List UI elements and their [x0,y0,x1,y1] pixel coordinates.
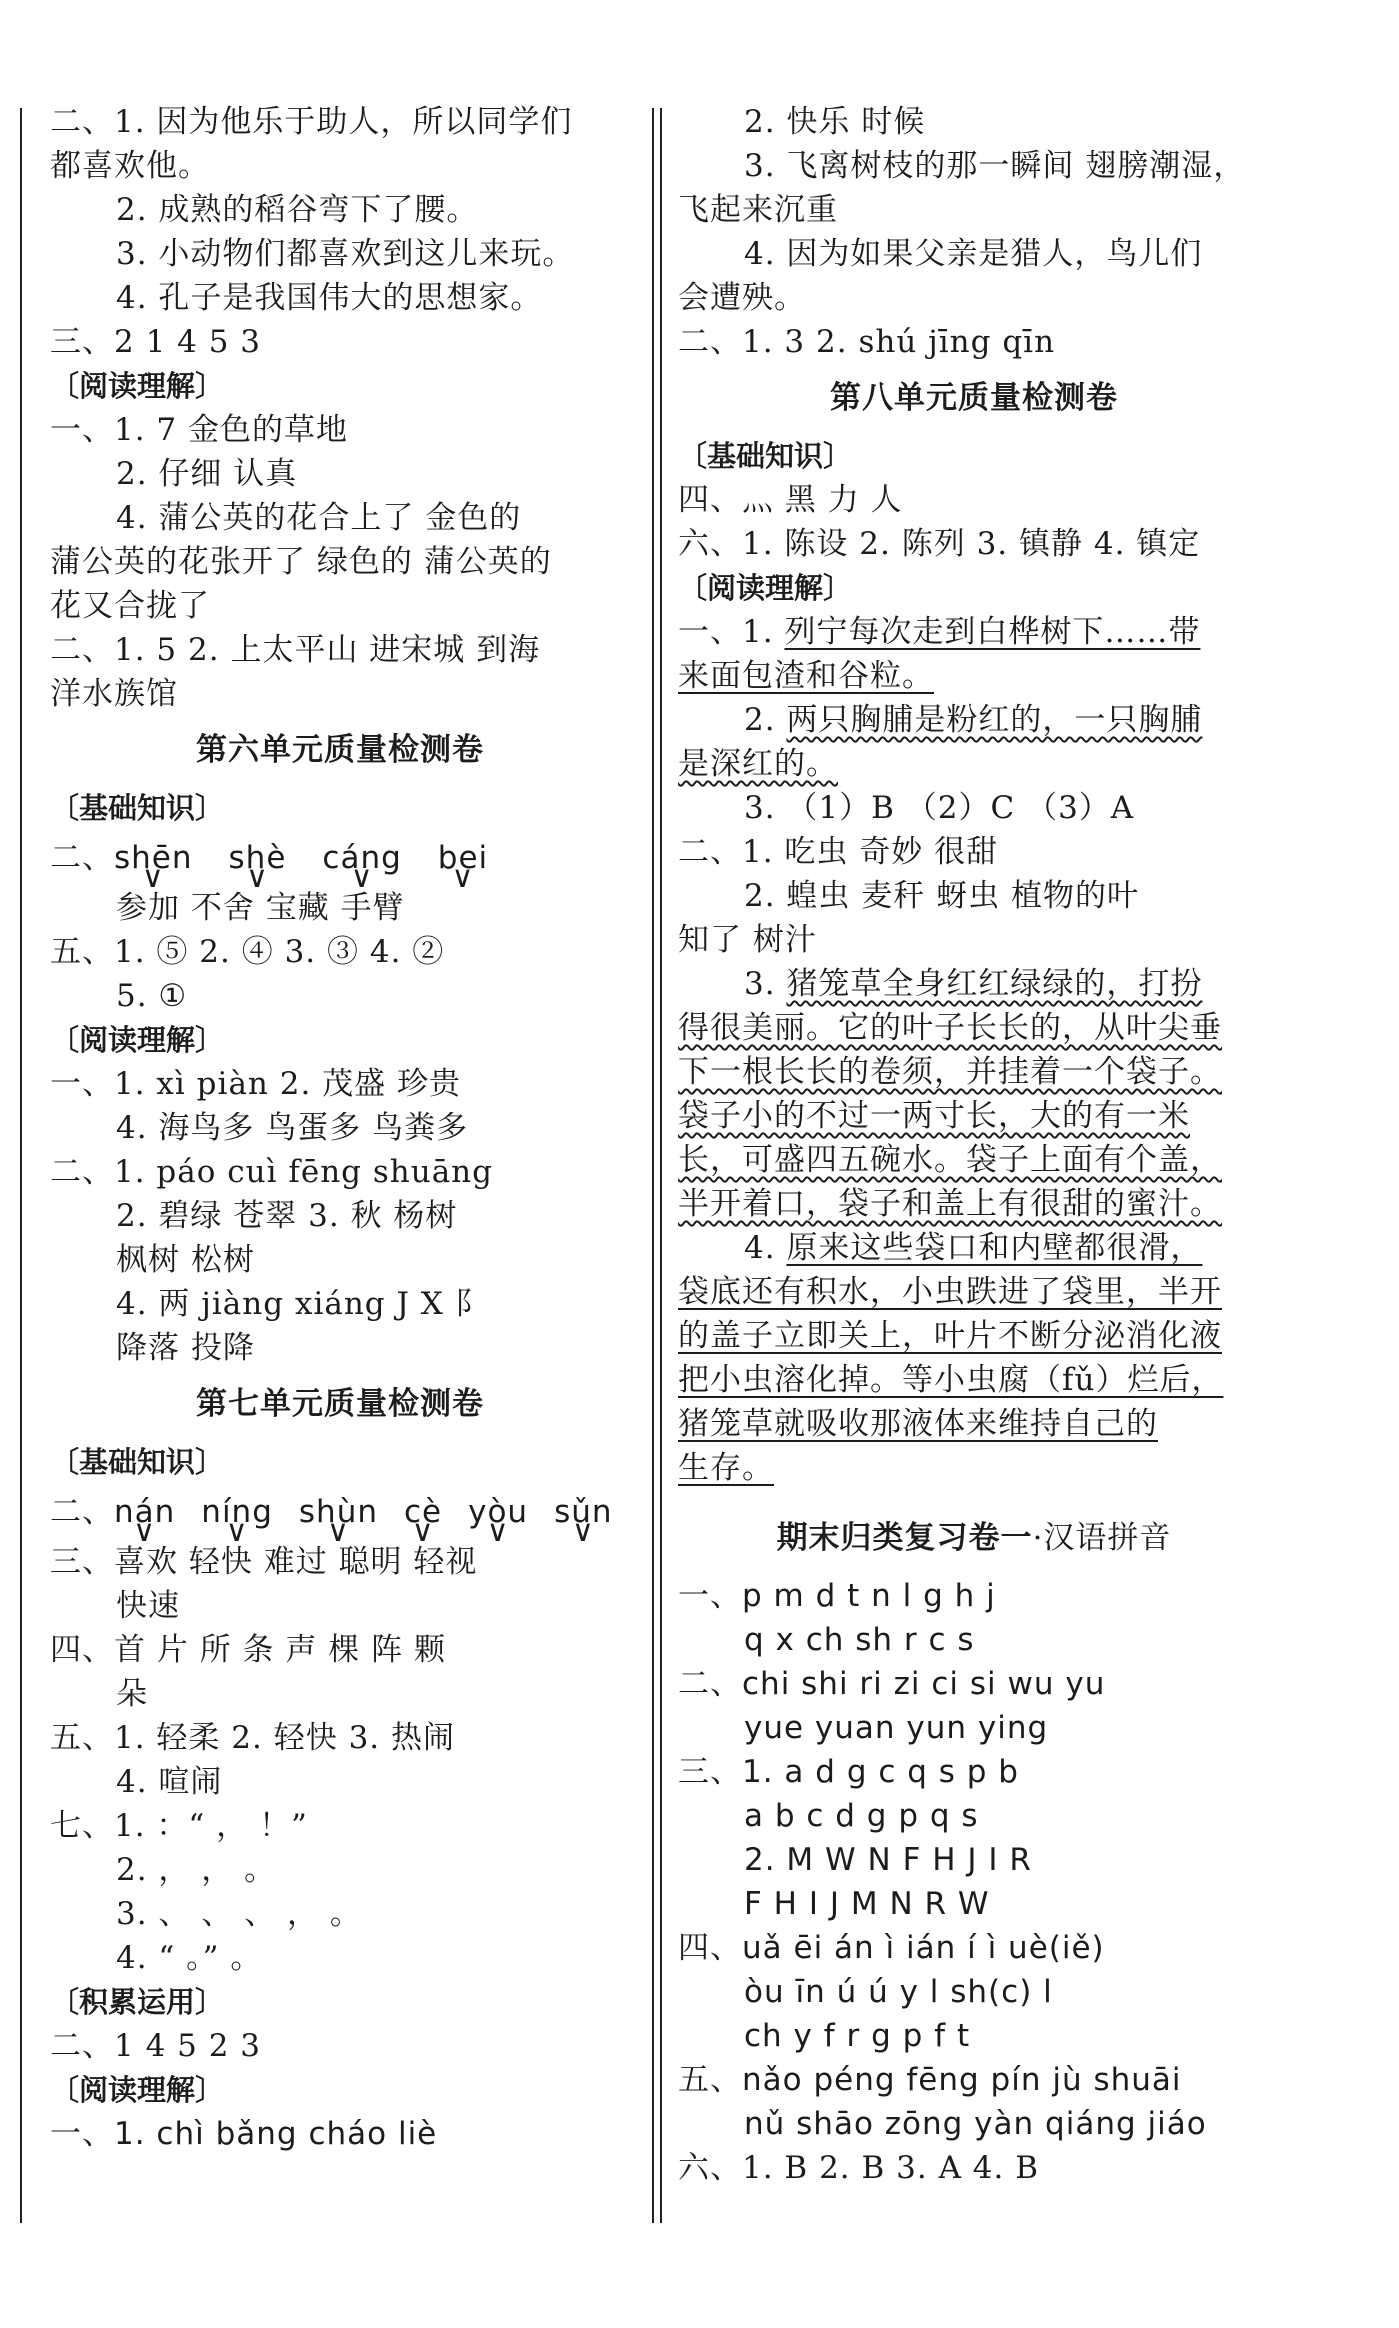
answer-line [678,1094,1270,1138]
answer-line: 三、喜欢 轻快 难过 聪明 轻视 [50,1544,478,1580]
answer-line: 花又合拢了 [50,588,210,624]
answer-line: 三、2 1 4 5 3 [50,324,262,360]
answer-line: 二、chi shi ri zi ci si wu yu [678,1666,1106,1702]
pinyin-check: shùn ∨ [299,1484,378,1540]
answer-line: 枫树 松树 [116,1242,255,1278]
pinyin-check: cáng ∨ [322,830,401,886]
section-heading: 〔基础知识〕 [50,1445,225,1479]
pinyin-check: níng ∨ [201,1484,273,1540]
wavy-underlined-answer: 长，可盛四五碗水。袋子上面有个盖， [678,1142,1222,1178]
answer-line [678,1314,1270,1358]
answer-line: 一、1. 7 金色的草地 [50,412,349,448]
answer-line-tone-marks [50,1484,630,1540]
wavy-underlined-answer: 猪笼草全身红红绿绿的，打扮 [786,966,1203,1002]
section-heading: 〔阅读理解〕 [678,571,853,605]
answer-line: 参加 不舍 宝藏 手臂 [116,890,405,926]
answer-line: F H I J M N R W [744,1886,990,1922]
unit8-title: 第八单元质量检测卷 [830,380,1118,416]
answer-line [678,1138,1270,1182]
underlined-answer: 列宁每次走到白桦树下……带 [784,614,1201,650]
answer-line: 洋水族馆 [50,676,178,712]
answer-line: 朵 [116,1676,148,1712]
underlined-answer: 把小虫溶化掉。等小虫腐（fǔ）烂后， [678,1362,1224,1398]
answer-line: 二、1. 吃虫 奇妙 很甜 [678,834,999,870]
item-number: 4. [744,1230,787,1266]
answer-line [678,1446,1270,1490]
answer-line: 2. 成熟的稻谷弯下了腰。 [116,192,479,228]
pinyin-check: bei ∨ [438,830,488,886]
answer-line: 一、p m d t n l g h j [678,1578,996,1614]
answer-line [678,962,1270,1006]
answer-line: 4. 两 jiàng xiáng J X 阝 [116,1286,487,1322]
answer-line: 四、uǎ ēi án ì ián í ì uè(iě) [678,1930,1105,1966]
answer-line [678,1402,1270,1446]
item-number: 二、 [50,840,114,876]
answer-line [678,1270,1270,1314]
answer-line [678,1182,1270,1226]
answer-line: 四、首 片 所 条 声 棵 阵 颗 [50,1632,446,1668]
answer-line: 五、1. 轻柔 2. 轻快 3. 热闹 [50,1720,456,1756]
section-heading: 〔阅读理解〕 [50,369,225,403]
answer-line: 3. 小动物们都喜欢到这儿来玩。 [116,236,575,272]
underlined-answer: 的盖子立即关上，叶片不断分泌消化液 [678,1318,1222,1354]
answer-line: a b c d g p q s [744,1798,979,1834]
column-divider-left [652,108,654,2223]
final-review-title-main: 期末归类复习卷一 [776,1520,1033,1556]
answer-line: 二、1. 5 2. 上太平山 进宋城 到海 [50,632,541,668]
answer-line: 六、1. B 2. B 3. A 4. B [678,2150,1040,2186]
item-number: 3. [744,966,787,1002]
answer-line: 4. 海鸟多 鸟蛋多 鸟粪多 [116,1110,469,1146]
answer-line: 3. 飞离树枝的那一瞬间 翅膀潮湿， [744,148,1246,184]
underlined-answer: 猪笼草就吸收那液体来维持自己的 [678,1406,1158,1442]
answer-line: 5. ① [116,978,188,1014]
section-heading: 〔基础知识〕 [50,791,225,825]
answer-line: 4. “ 。” 。 [116,1940,263,1976]
section-heading: 〔阅读理解〕 [50,2073,225,2107]
answer-line: 都喜欢他。 [50,148,210,184]
answer-line: 知了 树汁 [678,922,817,958]
underlined-answer: 原来这些袋口和内壁都很滑， [786,1230,1203,1266]
answer-line: 快速 [116,1588,180,1624]
right-column [678,100,1270,2190]
section-heading: 〔阅读理解〕 [50,1023,225,1057]
wavy-underlined-answer: 半开着口，袋子和盖上有很甜的蜜汁。 [678,1186,1222,1222]
wavy-underlined-answer: 两只胸脯是粉红的，一只胸脯 [786,702,1203,738]
answer-line: 2. 仔细 认真 [116,456,298,492]
answer-line: 蒲公英的花张开了 绿色的 蒲公英的 [50,544,552,580]
item-number: 2. [744,702,787,738]
pinyin-check: yòu ∨ [468,1484,528,1540]
answer-line: 2. 快乐 时候 [744,104,926,140]
answer-line: ch y f r g p f t [744,2018,971,2054]
answer-line: 五、1. ⑤ 2. ④ 3. ③ 4. ② [50,934,445,970]
answer-line: q x ch sh r c s [744,1622,975,1658]
pinyin-check: shè ∨ [229,830,287,886]
answer-line: 二、1. 3 2. shú jīng qīn [678,324,1056,360]
answer-line [678,742,1270,786]
wavy-underlined-answer: 袋子小的不过一两寸长，大的有一米 [678,1098,1190,1134]
answer-line: 六、1. 陈设 2. 陈列 3. 镇静 4. 镇定 [678,526,1201,562]
item-number: 一、1. [678,614,785,650]
answer-line: 一、1. chì bǎng cháo liè [50,2116,438,2152]
answer-line [678,1226,1270,1270]
answer-line: 2. 蝗虫 麦秆 蚜虫 植物的叶 [744,878,1139,914]
answer-line [678,1006,1270,1050]
underlined-answer: 生存。 [678,1450,774,1486]
answer-line: 4. 因为如果父亲是猎人，鸟儿们 [744,236,1203,272]
answer-line [678,654,1270,698]
answer-line: 2. 碧绿 苍翠 3. 秋 杨树 [116,1198,458,1234]
pinyin-check: shēn ∨ [114,830,193,886]
answer-line: 二、1. 因为他乐于助人，所以同学们 [50,104,573,140]
answer-line: 4. 孔子是我国伟大的思想家。 [116,280,543,316]
final-review-subtitle: ·汉语拼音 [1032,1520,1172,1556]
pinyin-check: nán ∨ [114,1484,175,1540]
answer-line: yue yuan yun ying [744,1710,1049,1746]
unit6-title: 第六单元质量检测卷 [196,732,484,768]
answer-line: 一、1. xì piàn 2. 茂盛 珍贵 [50,1066,462,1102]
answer-line: 3. 、 、 、 ， 。 [116,1896,362,1932]
answer-line: 会遭殃。 [678,280,806,316]
answer-line [678,1358,1270,1402]
answer-line: 四、灬 黑 力 人 [678,482,903,518]
answer-line [678,698,1270,742]
answer-line: 七、1. ：“ ， ！” [50,1808,308,1844]
section-heading: 〔基础知识〕 [678,439,853,473]
answer-line: 二、1 4 5 2 3 [50,2028,262,2064]
underlined-answer: 来面包渣和谷粒。 [678,658,934,694]
underlined-answer: 袋底还有积水，小虫跌进了袋里，半开 [678,1274,1222,1310]
final-review-title [678,1516,1270,1560]
wavy-underlined-answer: 是深红的。 [678,746,838,782]
answer-line: 降落 投降 [116,1330,255,1366]
answer-line: 2. ， ， 。 [116,1852,277,1888]
answer-line [678,610,1270,654]
answer-line: 五、nǎo péng fēng pín jù shuāi [678,2062,1182,2098]
pinyin-check: sǔn ∨ [554,1484,612,1540]
answer-line: nǔ shāo zōng yàn qiáng jiáo [744,2106,1207,2142]
section-heading: 〔积累运用〕 [50,1985,225,2019]
pinyin-check: cè ∨ [404,1484,442,1540]
answer-line: 二、1. páo cuì fēng shuāng [50,1154,493,1190]
wavy-underlined-answer: 得很美丽。它的叶子长长的，从叶尖垂 [678,1010,1222,1046]
answer-line: 2. M W N F H J I R [744,1842,1032,1878]
item-number: 二、 [50,1494,114,1530]
answer-line: 3. （1）B （2）C （3）A [744,790,1135,826]
answer-line: òu īn ú ú y l sh(c) l [744,1974,1053,2010]
left-margin-rule [20,108,22,2223]
answer-line [678,1050,1270,1094]
wavy-underlined-answer: 下一根长长的卷须，并挂着一个袋子。 [678,1054,1222,1090]
column-divider-right [660,108,662,2223]
answer-line: 飞起来沉重 [678,192,838,228]
answer-line-tone-marks [50,830,630,886]
unit7-title: 第七单元质量检测卷 [196,1386,484,1422]
answer-line: 三、1. a d g c q s p b [678,1754,1019,1790]
answer-line: 4. 蒲公英的花合上了 金色的 [116,500,522,536]
answer-line: 4. 喧闹 [116,1764,223,1800]
left-column [50,100,630,2156]
